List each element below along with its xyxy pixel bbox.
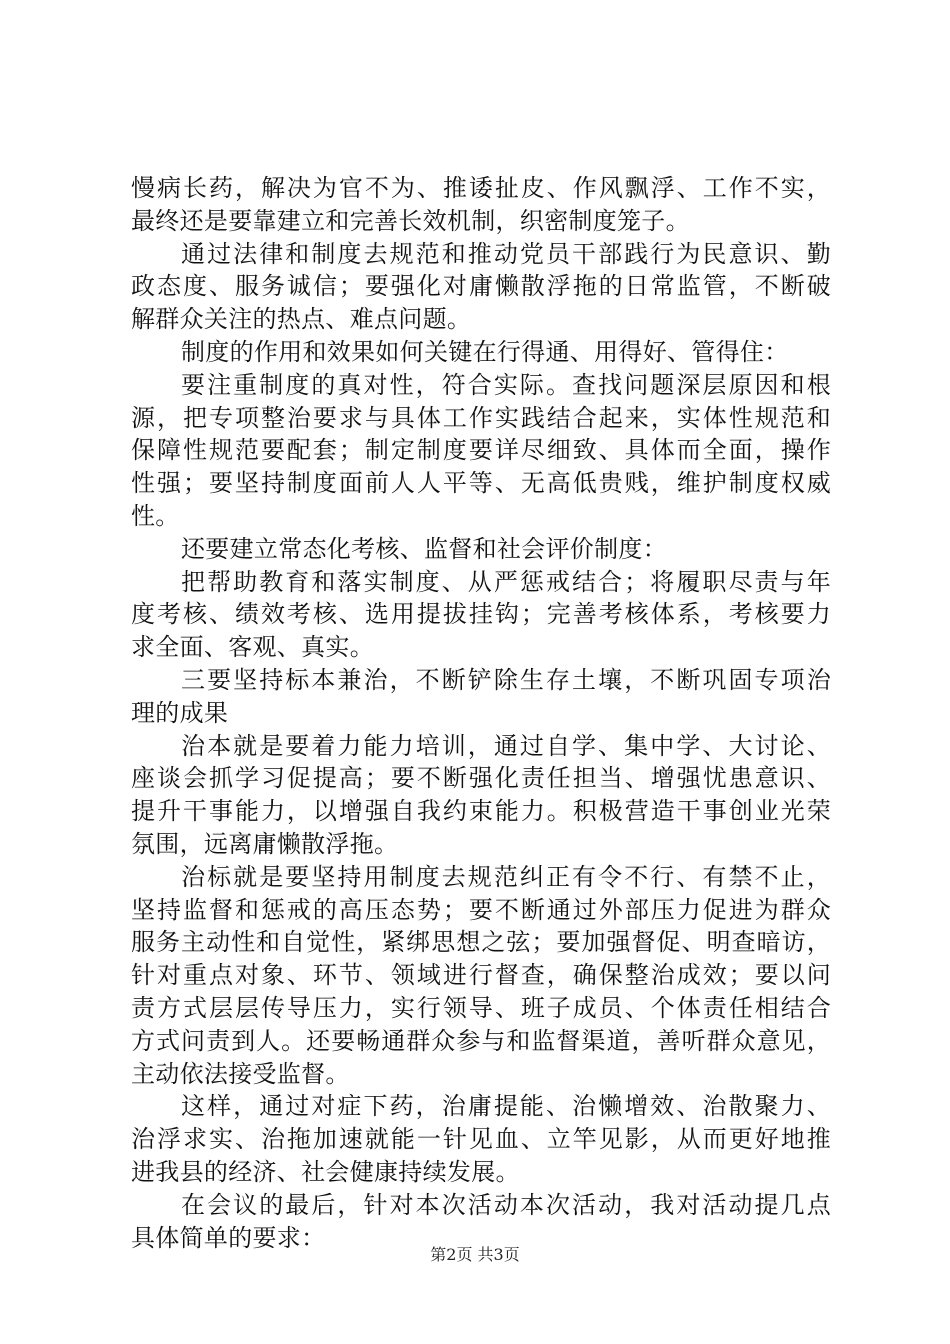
text-line: 最终还是要靠建立和完善长效机制，织密制度笼子。 [131, 206, 690, 235]
document-body [131, 172, 831, 1254]
paragraph-start-line: 通过法律和制度去规范和推动党员干部践行为民意识、勤 [181, 239, 831, 268]
text-line: 座谈会抓学习促提高；要不断强化责任担当、增强忧患意识、 [131, 764, 831, 793]
text-line: 性强；要坚持制度面前人人平等、无高低贵贱，维护制度权威 [131, 469, 831, 498]
paragraph-start-line: 这样，通过对症下药，治庸提能、治懒增效、治散聚力、 [181, 1092, 831, 1121]
paragraph-start-line: 治标就是要坚持用制度去规范纠正有令不行、有禁不止， [181, 862, 831, 891]
paragraph-start-line: 治本就是要着力能力培训，通过自学、集中学、大讨论、 [181, 731, 831, 760]
text-line: 责方式层层传导压力，实行领导、班子成员、个体责任相结合 [131, 993, 831, 1022]
text-line: 解群众关注的热点、难点问题。 [131, 305, 472, 334]
paragraph-start-line: 把帮助教育和落实制度、从严惩戒结合；将履职尽责与年 [181, 567, 831, 596]
text-line: 理的成果 [131, 698, 229, 727]
text-line: 具体简单的要求： [131, 1223, 326, 1252]
paragraph-start-line: 三要坚持标本兼治，不断铲除生存土壤，不断巩固专项治 [181, 665, 831, 694]
text-line: 度考核、绩效考核、选用提拔挂钩；完善考核体系，考核要力 [131, 600, 831, 629]
text-line: 慢病长药，解决为官不为、推诿扯皮、作风飘浮、工作不实， [131, 174, 831, 202]
text-line: 主动依法接受监督。 [131, 1059, 350, 1088]
text-line: 政态度、服务诚信；要强化对庸懒散浮拖的日常监管，不断破 [131, 272, 831, 301]
text-line: 求全面、客观、真实。 [131, 633, 374, 662]
text-line: 源，把专项整治要求与具体工作实践结合起来，实体性规范和 [131, 403, 831, 432]
text-line: 坚持监督和惩戒的高压态势；要不断通过外部压力促进为群众 [131, 895, 831, 924]
text-line: 提升干事能力，以增强自我约束能力。积极营造干事创业光荣 [131, 797, 831, 826]
text-line: 进我县的经济、社会健康持续发展。 [131, 1157, 520, 1186]
paragraph-start-line: 在会议的最后，针对本次活动本次活动，我对活动提几点 [181, 1190, 831, 1219]
page-footer: 第2页 共3页 [430, 1245, 520, 1264]
text-line: 服务主动性和自觉性，紧绑思想之弦；要加强督促、明查暗访， [131, 928, 831, 957]
text-line: 保障性规范要配套；制定制度要详尽细致、具体而全面，操作 [131, 436, 831, 465]
text-line: 氛围，远离庸懒散浮拖。 [131, 829, 399, 858]
paragraph-start-line: 制度的作用和效果如何关键在行得通、用得好、管得住： [181, 337, 789, 366]
text-line: 方式问责到人。还要畅通群众参与和监督渠道，善听群众意见， [131, 1026, 831, 1055]
text-line: 针对重点对象、环节、领域进行督查，确保整治成效；要以问 [131, 961, 831, 990]
paragraph-start-line: 要注重制度的真对性，符合实际。查找问题深层原因和根 [181, 370, 831, 399]
paragraph-start-line: 还要建立常态化考核、监督和社会评价制度： [181, 534, 667, 563]
text-line: 治浮求实、治拖加速就能一针见血、立竿见影，从而更好地推 [131, 1125, 831, 1154]
text-line: 性。 [131, 501, 180, 530]
